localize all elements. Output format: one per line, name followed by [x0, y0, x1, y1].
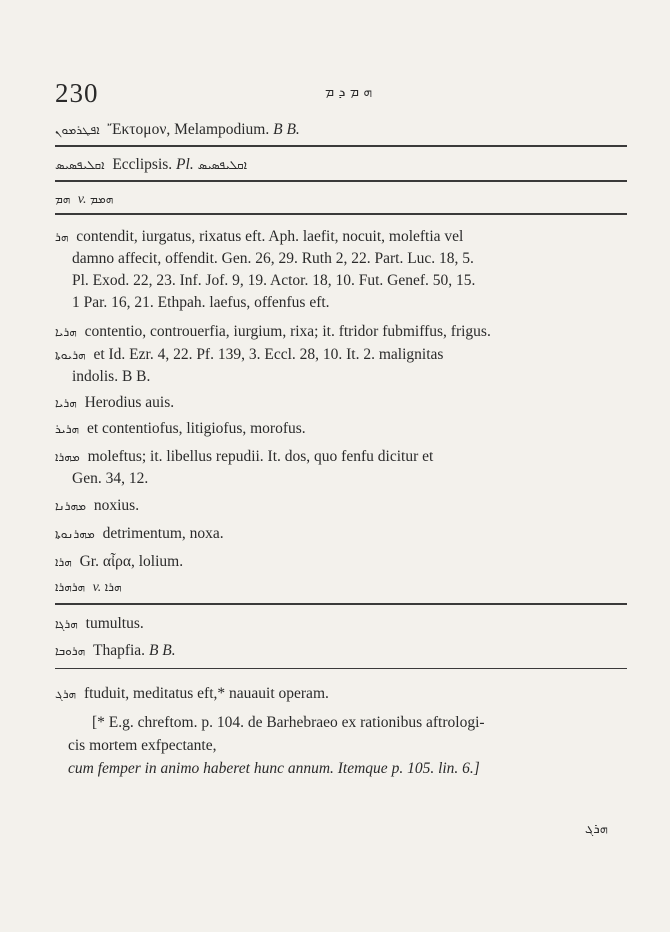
entry-headword: ܗܪܝܘܬܐ [55, 348, 86, 362]
entry-headword: ܗܪܓܐ [55, 617, 78, 631]
divider [55, 145, 627, 147]
entry-herodius [55, 393, 174, 413]
footnote-line: [* E.g. chreftom. p. 104. de Barhebraeo ex rationibus aftrologi- [92, 714, 485, 731]
entry-headword: ܗܪ [55, 230, 69, 244]
entry-gloss: detrimentum, noxa. [102, 525, 224, 542]
entry-line: Gen. 34, 12. [72, 470, 149, 487]
running-head: ܗ ܡ ܕ ܡ [325, 84, 373, 100]
entry-ecclipsis [55, 155, 251, 175]
footnote-line: cis mortem exfpectante, [68, 737, 217, 754]
entry-headword: ܗܪܓ [55, 687, 77, 701]
entry-headword: ܗܡ [55, 192, 71, 206]
entry-headword: ܗܪܐ [55, 555, 72, 569]
entry-headword: ܡܗܪܢܘܬܐ [55, 527, 95, 541]
entry-plural-label: Pl. [176, 156, 194, 173]
entry-contendit [55, 227, 463, 247]
entry-studuit [55, 684, 329, 704]
entry-headword: ܗܪܝܐ [55, 396, 77, 410]
entry-headword: ܐܦܛܪܡܘܢ [55, 123, 100, 137]
entry-headword: ܗܪܝܐ [55, 325, 77, 339]
entry-gloss: ftuduit, meditatus eft,* nauauit operam. [83, 685, 329, 702]
entry-gloss: noxius. [93, 497, 140, 514]
entry-thapsia [55, 641, 176, 661]
entry-line: Pl. Exod. 22, 23. Inf. Jof. 9, 19. Actor. 18, 10. Fut. Genef. 50, 15. [72, 272, 476, 289]
entry-gloss: tumultus. [85, 615, 144, 632]
entry-line: damno affecit, offendit. Gen. 26, 29. Ruth 2, 22. Part. Luc. 18, 5. [72, 250, 474, 267]
divider [55, 180, 627, 182]
entry-vide: v. [77, 192, 87, 207]
entry-line: 1 Par. 16, 21. Ethpah. laefus, offenfus eft. [72, 294, 330, 311]
entry-source: B B. [273, 121, 300, 138]
entry-noxius [55, 496, 139, 516]
entry-vide: v. [92, 580, 102, 595]
entry-gloss: Herodius auis. [84, 394, 175, 411]
entry-cross-ref [55, 190, 117, 209]
entry-line: et Id. Ezr. 4, 22. Pf. 139, 3. Eccl. 28, 10. It. 2. malignitas [93, 346, 444, 363]
entry-line: moleftus; it. libellus repudii. It. dos, quo fenfu dicitur et [87, 448, 434, 465]
entry-headword: ܗܪܗܪܐ [55, 580, 86, 594]
entry-headword: ܗܪܘܒܐ [55, 644, 86, 658]
entry-gloss: Ἔκτομον, Melampodium. [107, 121, 270, 138]
entry-gloss: et contentiofus, litigiofus, morofus. [86, 420, 306, 437]
entry-headword: ܡܗܪܢܐ [55, 499, 86, 513]
entry-tumultus [55, 614, 144, 634]
catchword: ܗܪܓ [585, 822, 608, 837]
entry-line: indolis. B B. [72, 368, 151, 385]
entry-lolium [55, 552, 183, 572]
entry-plural-form: ܐܩܠܝܦܣܝܣ [197, 158, 248, 172]
page-number: 230 [55, 78, 99, 108]
entry-cross-ref [55, 578, 125, 597]
entry-gloss: Thapfia. [92, 642, 146, 659]
entry-gloss: Ecclipsis. [112, 156, 173, 173]
entry-idem [55, 345, 443, 365]
entry-ref-form: ܗܪܐ [104, 580, 122, 594]
entry-line: contendit, iurgatus, rixatus eft. Aph. laefit, nocuit, moleftia vel [76, 228, 464, 245]
divider [55, 668, 627, 669]
page-header [55, 78, 625, 108]
entry-headword: ܗܪܝܪ [55, 422, 80, 436]
entry-molestus [55, 447, 433, 467]
entry-ektomon [55, 120, 300, 140]
entry-source: B B. [148, 642, 176, 659]
footnote-line: cum femper in animo haberet hunc annum. Itemque p. 105. lin. 6.] [68, 760, 480, 777]
entry-detrimentum [55, 524, 224, 544]
entry-gloss: contentio, controuerfia, iurgium, rixa; it. ftridor fubmiffus, frigus. [84, 323, 491, 340]
entry-contentiosus [55, 419, 306, 439]
divider [55, 213, 627, 215]
entry-ref-form: ܗܡܡ [89, 192, 114, 206]
entry-contentio [55, 322, 491, 342]
entry-gloss: Gr. αἶρα, lolium. [79, 553, 184, 570]
entry-headword: ܡܗܪܐ [55, 450, 80, 464]
divider [55, 603, 627, 605]
entry-headword: ܐܩܠܝܦܣܝܣ [55, 158, 105, 172]
